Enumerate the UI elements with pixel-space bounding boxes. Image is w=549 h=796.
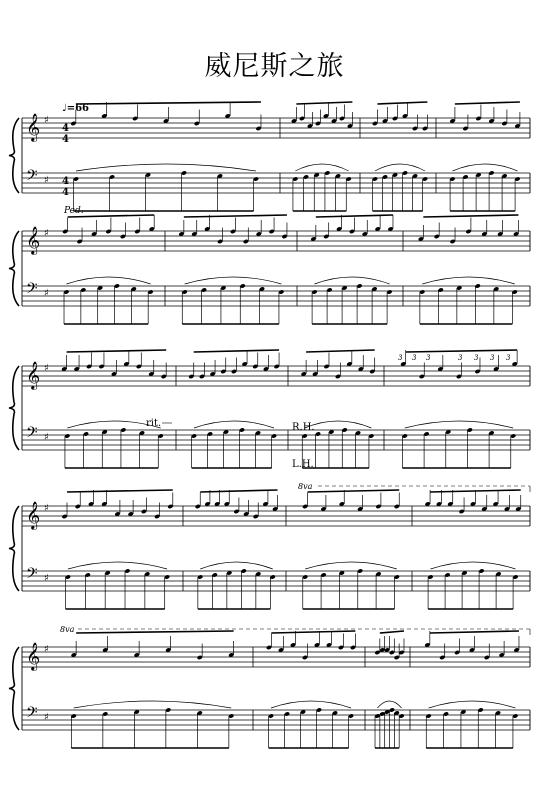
note-beam bbox=[67, 490, 173, 492]
key-signature-sharp: ♯ bbox=[44, 175, 49, 186]
time-sig-bass-top: 4 bbox=[62, 176, 69, 187]
treble-staff bbox=[22, 501, 530, 530]
slur bbox=[405, 421, 513, 428]
key-signature-sharp: ♯ bbox=[44, 228, 49, 239]
treble-clef-icon: 𝄞 bbox=[26, 642, 41, 670]
note-beam bbox=[430, 631, 519, 633]
slur bbox=[422, 277, 515, 284]
slur bbox=[74, 701, 232, 708]
slur bbox=[305, 421, 372, 428]
note-beam bbox=[194, 350, 279, 352]
note-beam bbox=[296, 102, 352, 104]
slur bbox=[305, 562, 397, 569]
key-signature-sharp: ♯ bbox=[44, 644, 49, 655]
system-brace bbox=[9, 231, 19, 306]
tempo-marking: ♩=66 bbox=[62, 103, 90, 114]
slur bbox=[295, 164, 348, 171]
triplet-mark: 3 bbox=[506, 354, 511, 362]
slur bbox=[68, 562, 167, 569]
system-1 bbox=[9, 113, 530, 193]
system-brace bbox=[9, 506, 19, 591]
bass-clef-icon: 𝄢 bbox=[26, 565, 38, 586]
slur bbox=[185, 277, 282, 284]
key-signature-sharp: ♯ bbox=[44, 432, 49, 443]
slur bbox=[429, 701, 516, 708]
key-signature-sharp: ♯ bbox=[44, 712, 49, 723]
time-sig-treble-top: 4 bbox=[62, 123, 69, 134]
slur bbox=[431, 562, 516, 569]
note-beam bbox=[271, 631, 355, 633]
note-beam bbox=[423, 215, 518, 217]
triplet-mark: 3 bbox=[398, 354, 403, 362]
bass-clef-icon: 𝄢 bbox=[26, 280, 38, 301]
left-hand-mark: L.H. bbox=[292, 459, 314, 470]
system-4 bbox=[9, 501, 530, 591]
system-3 bbox=[9, 361, 530, 450]
system-brace bbox=[9, 118, 19, 193]
note-beam bbox=[76, 631, 234, 633]
key-signature-sharp: ♯ bbox=[44, 115, 49, 126]
slur bbox=[76, 164, 256, 171]
right-hand-mark: R.H. bbox=[292, 422, 315, 433]
slur bbox=[66, 277, 150, 284]
bass-staff bbox=[22, 280, 530, 306]
slur bbox=[271, 701, 351, 708]
system-brace bbox=[9, 647, 19, 730]
note-beam bbox=[406, 350, 517, 352]
bass-staff bbox=[22, 565, 530, 591]
ottava-mark-2: 8va bbox=[60, 625, 75, 634]
note-beam bbox=[308, 490, 400, 492]
staves-layer bbox=[9, 113, 530, 730]
note-beam bbox=[380, 631, 404, 633]
triplet-mark: 3 bbox=[426, 354, 431, 362]
slur bbox=[194, 421, 274, 428]
treble-clef-icon: 𝄞 bbox=[26, 501, 41, 529]
key-signature-sharp: ♯ bbox=[44, 288, 49, 299]
ritardando-mark: rit. bbox=[146, 418, 162, 429]
treble-clef-icon: 𝄞 bbox=[26, 226, 41, 254]
pedal-mark: Ped. bbox=[64, 206, 84, 216]
note-beam bbox=[76, 102, 261, 104]
note-beam bbox=[67, 350, 167, 352]
slur bbox=[200, 562, 273, 569]
system-brace bbox=[9, 366, 19, 450]
bass-clef-icon: 𝄢 bbox=[26, 167, 38, 188]
time-sig-bass-bottom: 4 bbox=[62, 187, 69, 198]
slur bbox=[315, 277, 390, 284]
slur bbox=[375, 164, 425, 171]
treble-clef-icon: 𝄞 bbox=[26, 113, 41, 141]
treble-staff bbox=[22, 642, 530, 671]
triplet-mark: 3 bbox=[412, 354, 417, 362]
triplet-mark: 3 bbox=[474, 354, 479, 362]
slur bbox=[377, 701, 401, 708]
bass-clef-icon: 𝄢 bbox=[26, 424, 38, 445]
key-signature-sharp: ♯ bbox=[44, 573, 49, 584]
note-beam bbox=[184, 215, 287, 217]
treble-staff bbox=[22, 113, 530, 142]
bass-clef-icon: 𝄢 bbox=[26, 704, 38, 725]
note-beam bbox=[377, 102, 427, 104]
bass-staff bbox=[22, 704, 530, 730]
note-beam bbox=[430, 490, 521, 492]
treble-clef-icon: 𝄞 bbox=[26, 361, 41, 389]
key-signature-sharp: ♯ bbox=[44, 503, 49, 514]
note-beam bbox=[316, 215, 393, 217]
system-2 bbox=[9, 226, 530, 306]
score-title: 威尼斯之旅 bbox=[204, 51, 345, 82]
bass-staff bbox=[22, 424, 530, 450]
triplet-mark: 3 bbox=[490, 354, 495, 362]
ottava-mark-1: 8va bbox=[298, 482, 313, 491]
time-sig-treble-bottom: 4 bbox=[62, 134, 69, 145]
note-beam bbox=[200, 490, 277, 492]
note-beam bbox=[455, 102, 520, 104]
triplet-mark: 3 bbox=[458, 354, 463, 362]
key-signature-sharp: ♯ bbox=[44, 363, 49, 374]
note-beam bbox=[306, 350, 375, 352]
slur bbox=[453, 164, 518, 171]
